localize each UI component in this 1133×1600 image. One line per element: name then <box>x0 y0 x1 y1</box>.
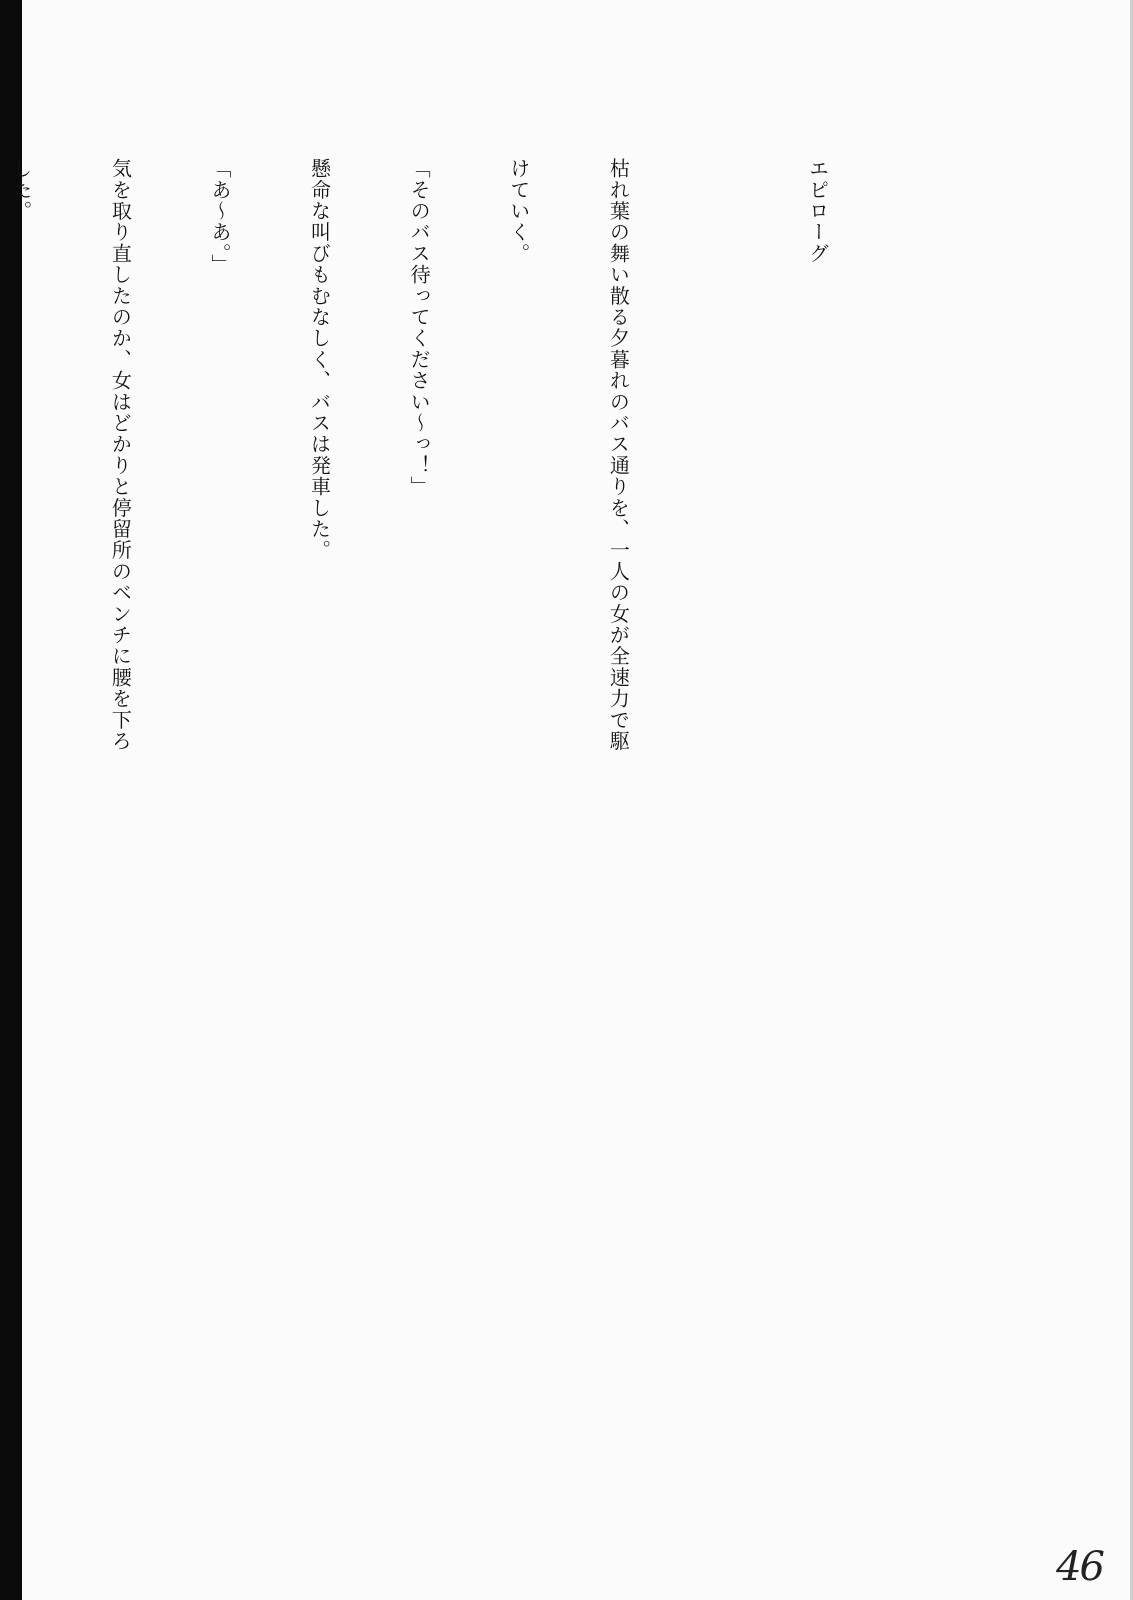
text-line: 気を取り直したのか、女はどかりと停留所のベンチに腰を下ろ <box>108 158 133 752</box>
text-line: 枯れ葉の舞い散る夕暮れのバス通りを、一人の女が全速力で駆 <box>606 158 631 752</box>
page-number: 46 <box>1056 1544 1103 1590</box>
text-line: した。 <box>8 158 33 222</box>
vertical-text-body <box>8 158 900 878</box>
text-line: けていく。 <box>506 158 531 264</box>
title-spacer <box>701 158 734 878</box>
text-line: 「そのバス待ってください～っ！」 <box>407 158 432 498</box>
text-line: 「あ～あ。」 <box>207 158 232 276</box>
chapter-title: エピローグ <box>805 158 830 264</box>
text-line: 懸命な叫びもむなしく、バスは発車した。 <box>307 158 332 561</box>
